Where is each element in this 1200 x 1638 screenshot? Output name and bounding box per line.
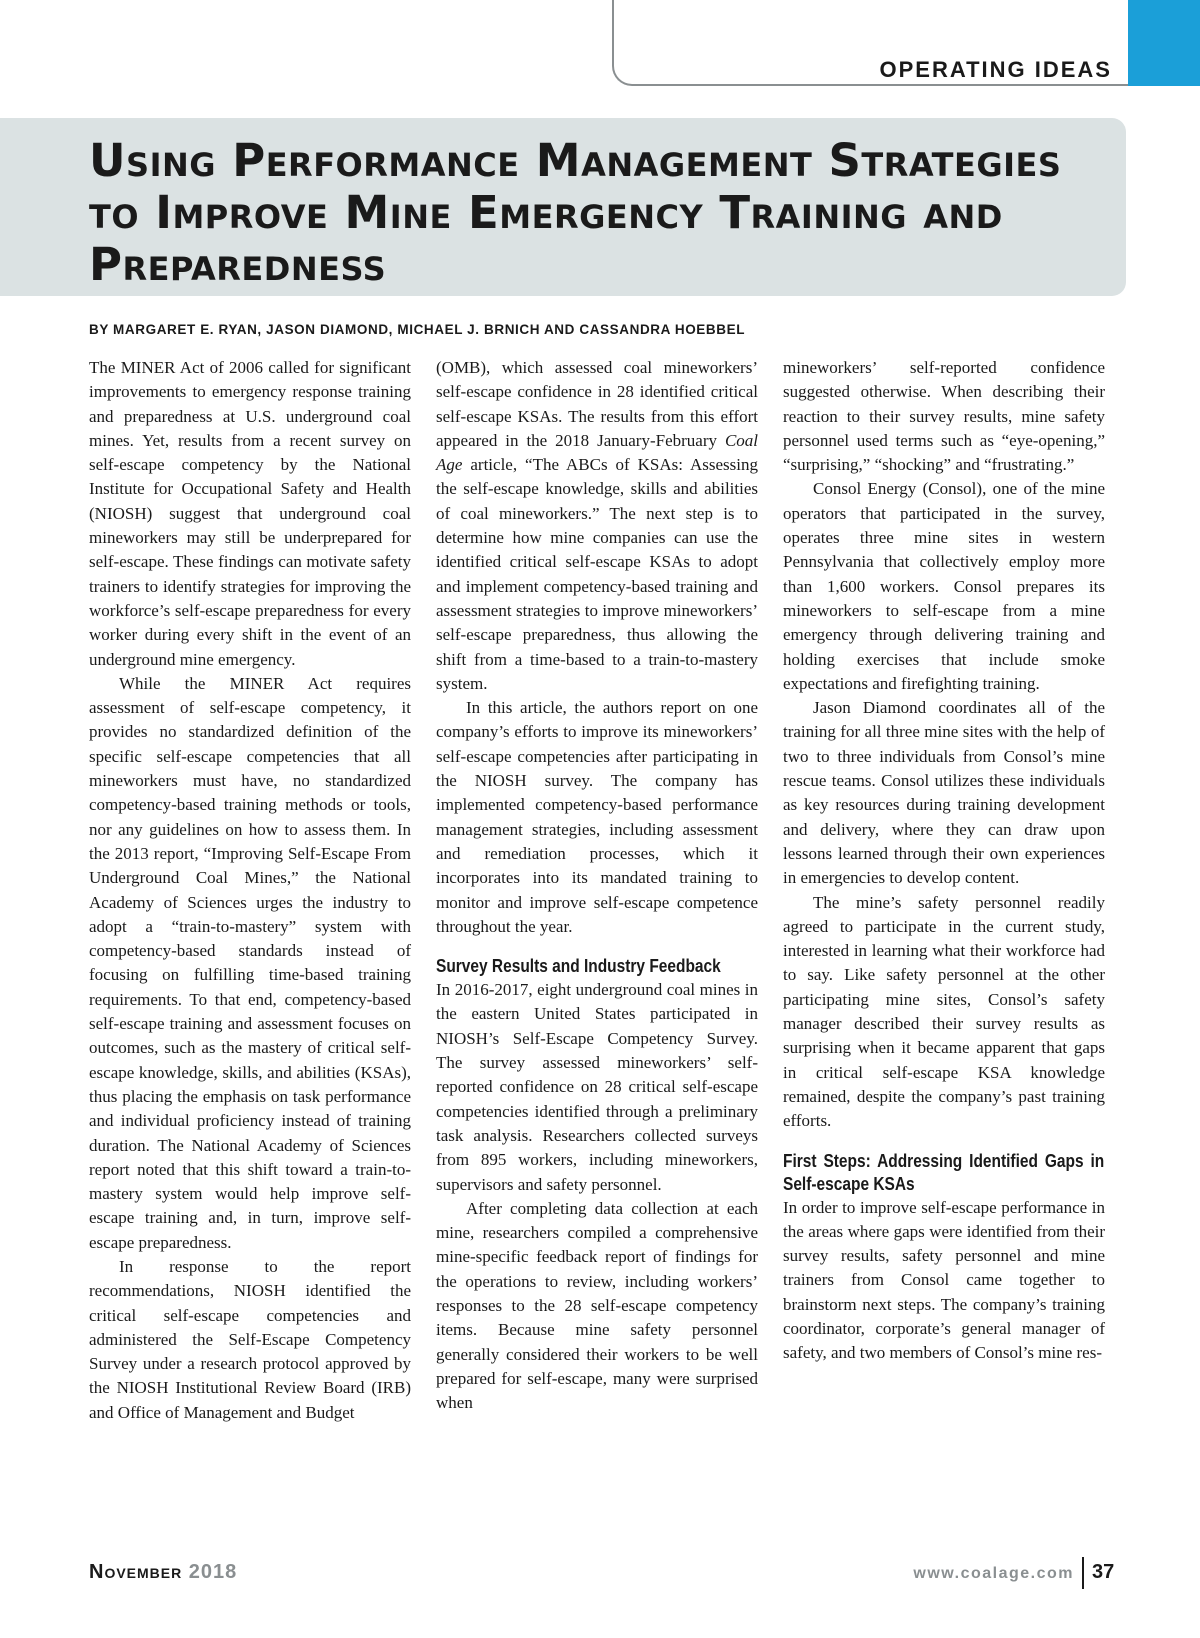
publication-name: Coal Age bbox=[436, 430, 758, 475]
accent-tab bbox=[1128, 0, 1200, 86]
byline: BY MARGARET E. RYAN, JASON DIAMOND, MICHAEL J. BRNICH AND CASSANDRA HOEBBEL bbox=[89, 322, 746, 337]
paragraph: mineworkers’ self-reported confidence suggested otherwise. When describing their reaction to their survey results, mine safety personnel used terms such as “eye-opening,” “surprising,” “shocking” and “frustrating.” bbox=[783, 358, 1105, 475]
footer-issue-date bbox=[89, 1561, 237, 1584]
paragraph: Jason Diamond coordinates all of the training for all three mine sites with the help of two to three individuals from Consol’s mine rescue teams. Consol utilizes these individuals as key resources during training development and delivery, where they can draw upon lessons learned through their own experiences in emergencies to develop content. bbox=[783, 698, 1105, 888]
paragraph: In this article, the authors report on one company’s efforts to improve its mineworkers’ self-escape competencies after participating in the NIOSH survey. The company has implemented competency-based performance management strategies, including assessment and remediation processes, which it incorporates into its mandated training to monitor and improve self-escape competence throughout the year. bbox=[436, 698, 758, 936]
text-column-2 bbox=[436, 356, 758, 1415]
footer-month: November bbox=[89, 1561, 183, 1583]
paragraph-text: (OMB), which assessed coal mineworkers’ self-escape confidence in 28 identified critical self-escape KSAs. The results from this effort appeared in the 2018 January-February bbox=[436, 358, 758, 450]
footer-divider bbox=[1082, 1557, 1084, 1589]
paragraph-text: article, “The ABCs of KSAs: Assessing the self-escape knowledge, skills and abilities of coal mineworkers.” The next step is to determine how mine companies can use the identified critical self-escape KSAs to adopt and implement competency-based training and assessment strategies to improve mineworkers’ self-escape preparedness, thus allowing the shift from a time-based to a train-to-mastery system. bbox=[436, 455, 758, 693]
paragraph: Consol Energy (Consol), one of the mine operators that participated in the survey, operates three mine sites in western Pennsylvania that collectively employ more than 1,600 workers. Consol prepares its mineworkers to self-escape from a mine emergency through delivering training and holding exercises that include smoke expectations and firefighting training. bbox=[783, 479, 1105, 693]
footer-url: www.coalage.com bbox=[913, 1565, 1074, 1582]
paragraph: While the MINER Act requires assessment of self-escape competency, it provides no standardized definition of the specific self-escape competencies that all mineworkers must have, no standardized competency-based training methods or tools, nor any guidelines on how to assess them. In the 2013 report, “Improving Self-Escape From Underground Coal Mines,” the National Academy of Sciences urges the industry to adopt a “train-to-mastery” system with competency-based standards instead of focusing on fulfilling time-based training requirements. To that end, competency-based self-escape training and assessment focuses on outcomes, such as the mastery of critical self-escape knowledge, skills, and abilities (KSAs), thus placing the emphasis on task performance and individual proficiency instead of training duration. The National Academy of Sciences report noted that this shift toward a train-to-mastery system would help improve self-escape training and, in turn, improve self-escape preparedness. bbox=[89, 673, 411, 1252]
section-heading: First Steps: Addressing Identified Gaps in Self-escape KSAs bbox=[783, 1150, 1105, 1194]
section-heading: Survey Results and Industry Feedback bbox=[436, 956, 721, 977]
paragraph: The mine’s safety personnel readily agreed to participate in the current study, interested in learning what their workforce had to say. Like safety personnel at the other participating mine sites, Consol’s safety manager described their survey results as surprising when it became apparent that gaps in critical self-escape KSA knowledge remained, despite the company’s past training efforts. bbox=[783, 892, 1105, 1131]
footer-year: 2018 bbox=[188, 1561, 238, 1583]
paragraph: In 2016-2017, eight underground coal mines in the eastern United States participated in NIOSH’s Self-Escape Competency Survey. The survey assessed mineworkers’ self-reported confidence on 28 critical self-escape competencies identified through a preliminary task analysis. Researchers collected surveys from 895 workers, including mineworkers, supervisors and safety personnel. bbox=[436, 980, 758, 1194]
paragraph: In response to the report recommendations, NIOSH identified the critical self-escape competencies and administered the Self-Escape Competency Survey under a research protocol approved by the NIOSH Institutional Review Board (IRB) and Office of Management and Budget bbox=[89, 1256, 411, 1422]
section-label: OPERATING IDEAS bbox=[879, 57, 1112, 82]
paragraph: After completing data collection at each mine, researchers compiled a comprehensive mine-specific feedback report of findings for the operations to review, including workers’ responses to the 28 self-escape competency items. Because mine safety personnel generally considered their workers to be well prepared for self-escape, many were surprised when bbox=[436, 1198, 758, 1413]
paragraph bbox=[436, 356, 758, 696]
text-column-1 bbox=[89, 356, 411, 1425]
article-title: Using Performance Management Strategies to Improve Mine Emergency Training and Preparedness bbox=[89, 134, 1062, 291]
page-number: 37 bbox=[1092, 1561, 1115, 1583]
text-column-3 bbox=[783, 356, 1105, 1366]
paragraph: The MINER Act of 2006 called for significant improvements to emergency response training and preparedness at U.S. underground coal mines. Yet, results from a recent survey on self-escape competency by the National Institute for Occupational Safety and Health (NIOSH) suggest that underground coal mineworkers may still be underprepared for self-escape. These findings can motivate safety trainers to identify strategies for improving the workforce’s self-escape preparedness for every worker during every shift in the event of an underground mine emergency. bbox=[89, 358, 411, 669]
paragraph: In order to improve self-escape performance in the areas where gaps were identified from their survey results, safety personnel and mine trainers from Consol came together to brainstorm next steps. The company’s training coordinator, corporate’s general manager of safety, and two members of Consol’s mine res- bbox=[783, 1197, 1105, 1363]
